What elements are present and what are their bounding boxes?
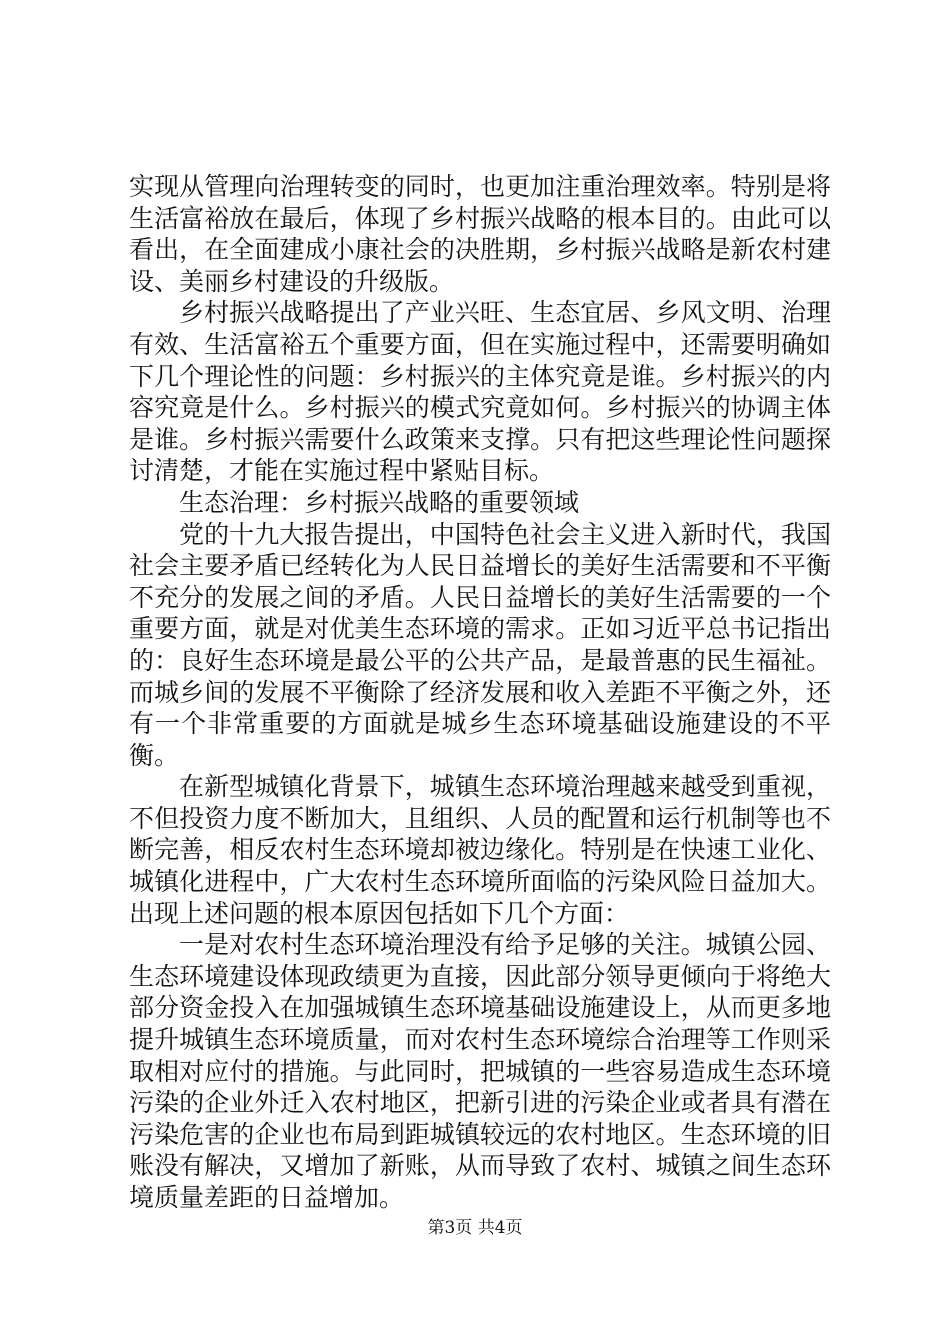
paragraph-reason-one: 一是对农村生态环境治理没有给予足够的关注。城镇公园、生态环境建设体现政绩更为直接，因此部分领导更倾向于将绝大部分资金投入在加强城镇生态环境基础设施建设上，从而更多地提升城镇生态环境质量，而对农村生态环境综合治理等工作则采取相对应付的措施。与此同时，把城镇的一些容易造成生态环境污染的企业外迁入农村地区，把新引进的污染企业或者具有潜在污染危害的企业也布局到距城镇较远的农村地区。生态环境的旧账没有解决，又增加了新账，从而导致了农村、城镇之间生态环境质量差距的日益增加。 [129,930,831,1212]
paragraph-rural-revitalization-issues: 乡村振兴战略提出了产业兴旺、生态宜居、乡风文明、治理有效、生活富裕五个重要方面，但在实施过程中，还需要明确如下几个理论性的问题：乡村振兴的主体究竟是谁。乡村振兴的内容究竟是什么。乡村振兴的模式究竟如何。乡村振兴的协调主体是谁。乡村振兴需要什么政策来支撑。只有把这些理论性问题探讨清楚，才能在实施过程中紧贴目标。 [129,298,831,486]
document-body [129,171,831,1214]
paragraph-continuation: 实现从管理向治理转变的同时，也更加注重治理效率。特别是将生活富裕放在最后，体现了乡村振兴战略的根本目的。由此可以看出，在全面建成小康社会的决胜期，乡村振兴战略是新农村建设、美丽乡村建设的升级版。 [129,172,831,296]
paragraph-new-urbanization: 在新型城镇化背景下，城镇生态环境治理越来越受到重视，不但投资力度不断加大，且组织、人员的配置和运行机制等也不断完善，相反农村生态环境却被边缘化。特别是在快速工业化、城镇化进程中，广大农村生态环境所面临的污染风险日益加大。出现上述问题的根本原因包括如下几个方面： [129,772,831,928]
paragraph-nineteenth-congress: 党的十九大报告提出，中国特色社会主义进入新时代，我国社会主要矛盾已经转化为人民日益增长的美好生活需要和不平衡不充分的发展之间的矛盾。人民日益增长的美好生活需要的一个重要方面，就是对优美生态环境的需求。正如习近平总书记指出的：良好生态环境是最公平的公共产品，是最普惠的民生福祉。而城乡间的发展不平衡除了经济发展和收入差距不平衡之外，还有一个非常重要的方面就是城乡生态环境基础设施建设的不平衡。 [129,519,831,770]
page-number-footer: 第3页 共4页 [427,1218,523,1238]
section-heading: 生态治理：乡村振兴战略的重要领域 [179,487,580,517]
